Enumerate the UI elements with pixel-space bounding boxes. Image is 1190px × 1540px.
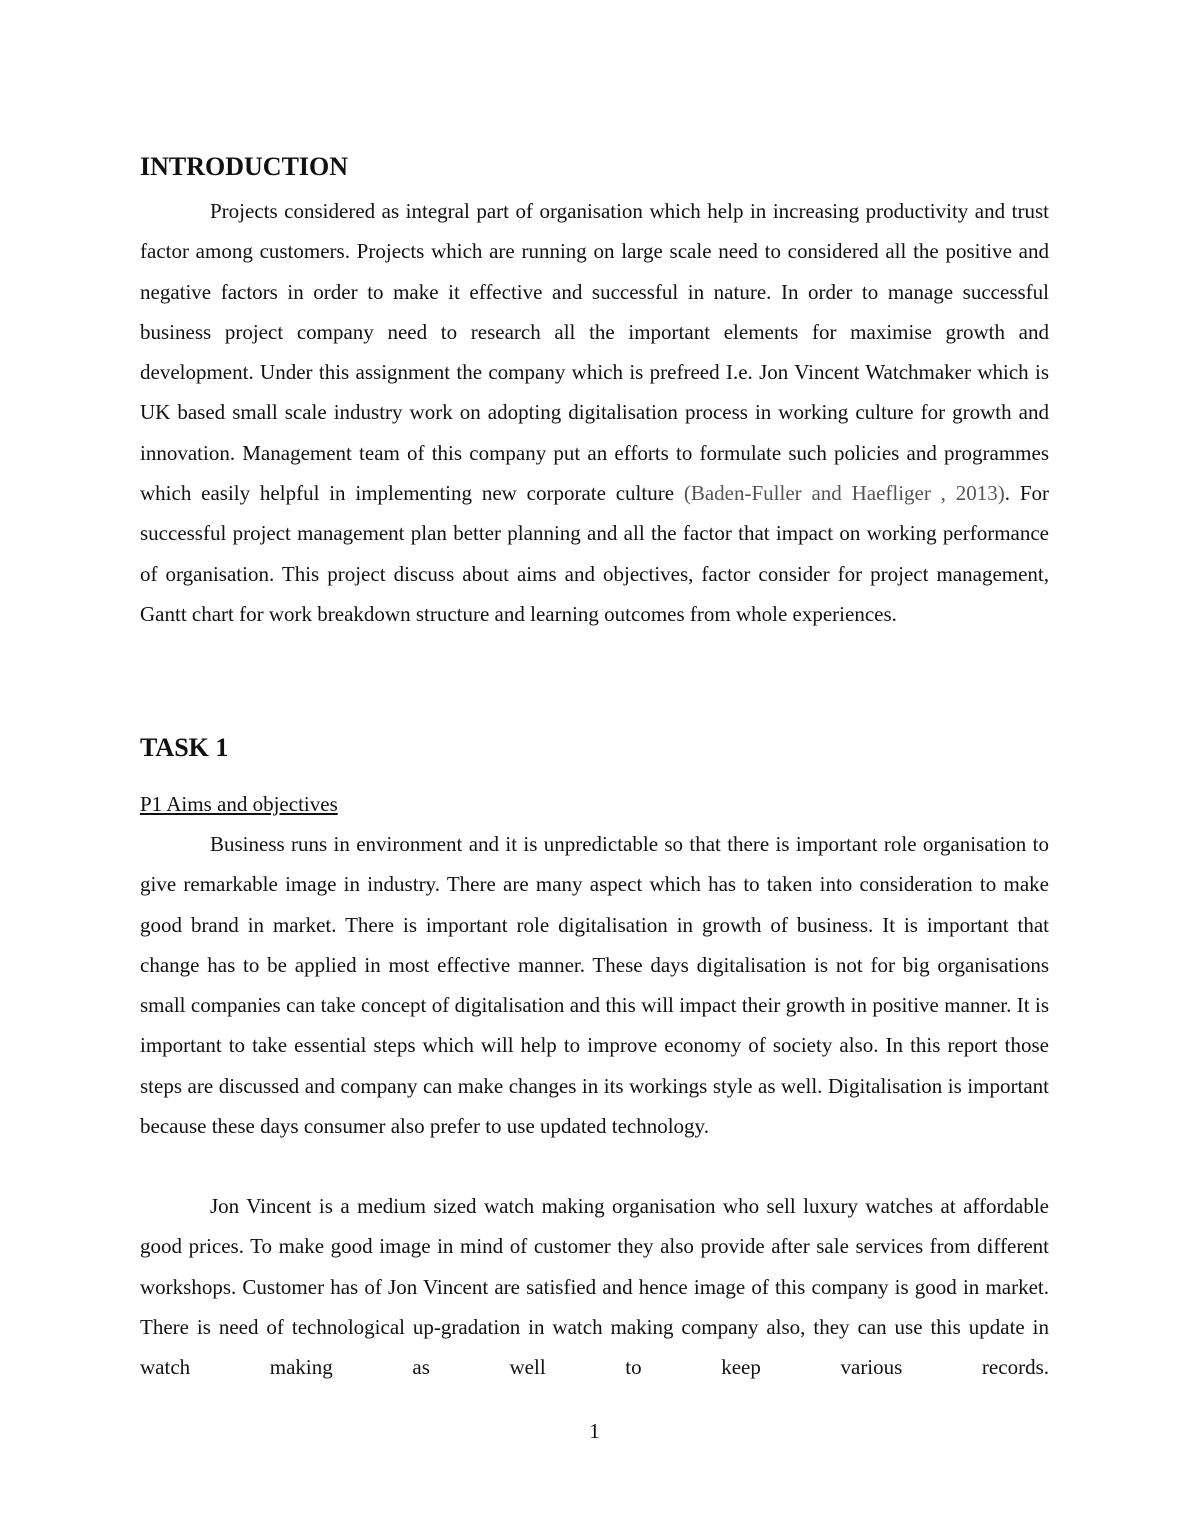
introduction-citation: (Baden-Fuller and Haefliger , 2013) (683, 481, 1005, 506)
aims-paragraph-2: Jon Vincent is a medium sized watch making organisation who sell luxury watches at affordable good prices. To make good image in mind of customer they also provide after sale services from different workshops. Customer has of Jon Vincent are satisfied and hence image of this company is good in market. There is need of technological up-gradation in watch making company also, they can use this update in watch making as well to keep various records. (140, 1194, 1049, 1380)
task1-heading: TASK 1 (140, 733, 229, 762)
introduction-text-part-2: . For successful project management plan better planning and all the factor that impact on working performance of organisation. This project discuss about aims and objectives, factor consider for project management, Gantt chart for work breakdown structure and learning outcomes from whole experiences. (140, 481, 1049, 626)
introduction-text-part-1: Projects considered as integral part of organisation which help in increasing productivity and trust factor among customers. Projects which are running on large scale need to considered all the positive and negative factors in order to make it effective and successful in nature. In order to manage successful business project company need to research all the important elements for maximise growth and development. Under this assignment the company which is prefreed I.e. Jon Vincent Watchmaker which is UK based small scale industry work on adopting digitalisation process in working culture for growth and innovation. Management team of this company put an efforts to formulate such policies and programmes which easily helpful in implementing new corporate culture (140, 199, 1049, 506)
page-number: 1 (589, 1419, 600, 1443)
aims-paragraph-1: Business runs in environment and it is unpredictable so that there is important role organisation to give remarkable image in industry. There are many aspect which has to taken into consideration to make good brand in market. There is important role digitalisation in growth of business. It is important that change has to be applied in most effective manner. These days digitalisation is not for big organisations small companies can take concept of digitalisation and this will impact their growth in positive manner. It is important to take essential steps which will help to improve economy of society also. In this report those steps are discussed and company can make changes in its workings style as well. Digitalisation is important because these days consumer also prefer to use updated technology. (140, 832, 1049, 1139)
aims-objectives-subheading: P1 Aims and objectives (140, 792, 338, 816)
introduction-paragraph (140, 191, 1049, 634)
introduction-heading: INTRODUCTION (140, 152, 349, 181)
document-page (140, 0, 1049, 1540)
